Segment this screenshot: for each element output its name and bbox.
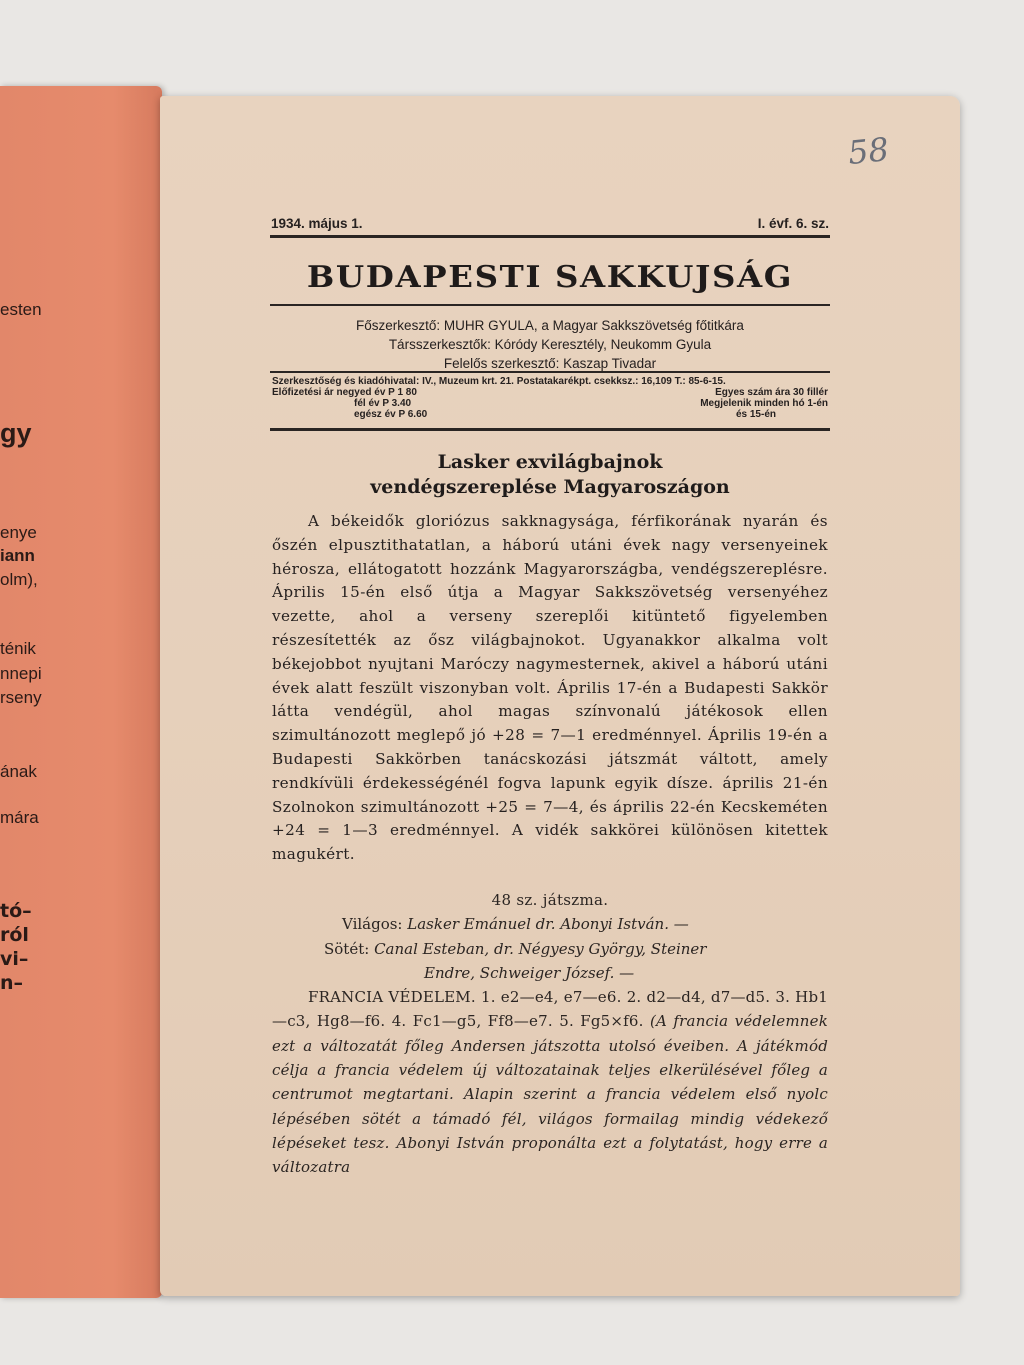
cover-text-fragment: vi– — [0, 948, 29, 970]
cover-text-fragment: mára — [0, 808, 39, 827]
cover-text-fragment: olm), — [0, 570, 38, 589]
single-issue-price: Egyes szám ára 30 fillér — [715, 387, 828, 398]
cover-text-fragment: n– — [0, 972, 24, 994]
appears-schedule: Megjelenik minden hó 1-én — [700, 398, 828, 409]
co-editors: Társszerkesztők: Kóródy Keresztély, Neukomm Gyula — [388, 337, 712, 352]
cover-text-fragment: gy — [0, 418, 32, 448]
info-rule — [270, 428, 830, 431]
black-players-cont: Endre, Schweiger József. — — [424, 963, 635, 982]
issue-date: 1934. május 1. — [271, 216, 363, 231]
cover-text-fragment: ténik — [0, 639, 36, 658]
office-address: Szerkesztőség és kiadóhivatal: IV., Muzeum krt. 21. Postatakarékpt. csekksz.: 16,109 T.: 85-6-15. — [272, 376, 726, 387]
article-title — [270, 450, 830, 500]
cover-text-fragment: nnepi — [0, 664, 42, 683]
publication-info — [272, 376, 828, 421]
article-title-line: vendégszereplése Magyaroszágon — [370, 476, 730, 498]
issue-header — [271, 216, 829, 231]
white-players: Lasker Emánuel dr. Abonyi István. — — [407, 915, 689, 934]
game-number: 48 sz. játszma. — [491, 891, 609, 909]
moves-text: FRANCIA VÉDELEM. 1. e2—e4, e7—e6. 2. d2—d4, d7—d5. 3. Hb1—c3, Hg8—f6. 4. Fc1—g5, Ff8—e7. 5. Fg5×f6. — [272, 988, 828, 1031]
game-moves — [272, 985, 828, 1179]
editorial-staff — [270, 316, 830, 373]
cover-text-fragment: ról — [0, 924, 29, 946]
staff-rule — [270, 371, 830, 373]
editor-in-chief: Főszerkesztő: MUHR GYULA, a Magyar Sakkszövetség főtitkára — [356, 318, 744, 333]
newspaper-page — [160, 96, 960, 1296]
masthead-rule — [270, 304, 830, 306]
article-title-line: Lasker exvilágbajnok — [437, 451, 663, 473]
article-body: A békeidők gloriózus sakknagysága, férfikorának nyarán és őszén elpusztithatatlan, a háború utáni évek nagy versenyeinek hérosza, ellátogatott hozzánk Magyarországba, vendégszereplésre. Április 15-én első útja a Magyar Sakkszövetség versenyéhez vezette, ahol a verseny szereplői kitüntető figyelemben részesítették az ősz világbajnokot. Ugyanakkor alkalma volt békejobbot nyujtani Maróczy nagymesternek, akivel a háború utáni évek alatt feszült viszonyban volt. Április 17-én a Budapesti Sakkör látta vendégül, ahol magas színvonalú játékosok ellen szimultánozott meglepő jó +28 = 7—1 eredménnyel. Április 19-én a Budapesti Sakkörben tanácskozási játszmát váltott, amely rendkívüli érdekességénél fogva lapunk egyik dísze. április 21-én Szolnokon szimultánozott +25 = 7—4, és április 22-én Kecskeméten +24 = 1—3 eredménnyel. A vidék sakkörei különösen kitettek magukért. — [272, 512, 828, 864]
moves-commentary: (A francia védelemnek ezt a változatát főleg Andersen játszotta utolsó éveiben. A játékmód célja a francia védelem új változatainak teljes elkerülésével főleg a centrumot megtartani. Alapin szerint a francia védelem első nyolc lépésében sötét a támadó fél, világos formailag mindig védekező lépéseket tesz. Abonyi István proponálta ezt a folytatást, hogy erre a változatra — [272, 1012, 828, 1177]
cover-text-fragment: enye — [0, 523, 37, 542]
subscription-label: Előfizetési ár — [272, 387, 334, 398]
issue-number: I. évf. 6. sz. — [757, 216, 829, 231]
white-label: Világos: — [342, 915, 403, 934]
cover-text-fragment: iann — [0, 546, 35, 565]
appears-schedule-2: és 15-én — [735, 409, 776, 420]
chess-game — [272, 888, 828, 1180]
cover-text-fragment: tó– — [0, 900, 32, 922]
cover-text-fragment: rseny — [0, 688, 42, 707]
masthead-title: BUDAPESTI SAKKUJSÁG — [306, 260, 794, 295]
subscription-quarter: negyed év P 1 80 — [336, 387, 417, 398]
handwritten-page-number: 58 — [846, 129, 891, 173]
cover-text-fragment: esten — [0, 300, 42, 319]
subscription-full: egész év P 6.60 — [354, 409, 428, 420]
responsible-editor: Felelős szerkesztő: Kaszap Tivadar — [443, 356, 657, 371]
black-players: Canal Esteban, dr. Négyesy György, Steiner — [374, 939, 707, 958]
header-rule — [270, 235, 830, 238]
cover-page — [0, 86, 162, 1298]
cover-text-fragment: ának — [0, 762, 37, 781]
subscription-half: fél év P 3.40 — [354, 398, 412, 409]
black-label: Sötét: — [324, 939, 370, 958]
